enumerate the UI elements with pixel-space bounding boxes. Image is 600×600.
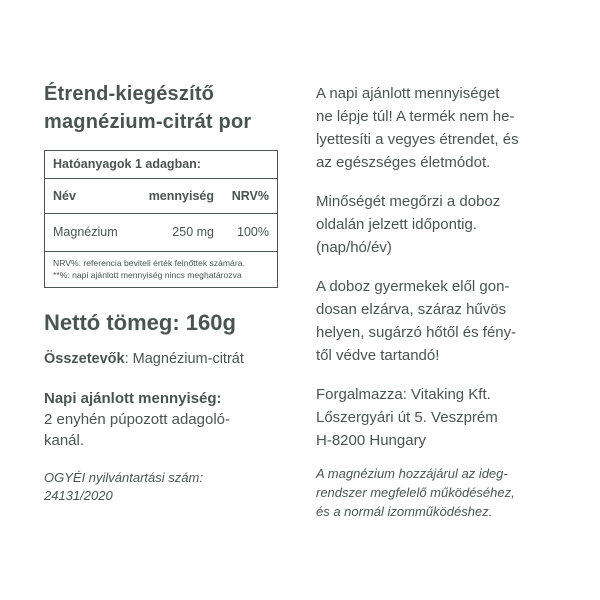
text-line: lyettesíti a vegyes étrendet, és: [316, 131, 519, 148]
row-amount: 250 mg: [172, 225, 214, 239]
text-line: (nap/hó/év): [316, 239, 392, 256]
storage-instructions: [316, 275, 556, 367]
text-line: A napi ajánlott mennyiséget: [316, 85, 500, 102]
text-line: dosan elzárva, száraz hűvös: [316, 301, 507, 318]
product-title: [44, 80, 284, 136]
dose-value: [44, 409, 284, 451]
text-line: A doboz gyermekek elől gon-: [316, 278, 510, 295]
table-heading: Hatóanyagok 1 adagban:: [45, 157, 277, 179]
nutrition-table: [44, 150, 278, 288]
text-line: Minőségét megőrzi a doboz: [316, 193, 501, 210]
registration-number: [44, 469, 284, 505]
text-line: Lőszergyári út 5. Veszprém: [316, 409, 498, 426]
net-weight: Nettó tömeg: 160g: [44, 310, 236, 335]
table-header-row: [45, 179, 277, 214]
text-line: ne lépje túl! A termék nem he-: [316, 108, 515, 125]
ingredients-value: : Magnézium-citrát: [124, 351, 244, 367]
table-note: **%: napi ajánlott mennyiség nincs meghatározva: [53, 269, 242, 280]
row-name: Magnézium: [53, 225, 118, 239]
registration-line: OGYÉI nyilvántartási szám:: [44, 470, 203, 485]
ingredients-label: Összetevők: [44, 351, 125, 367]
text-line: H-8200 Hungary: [316, 432, 427, 449]
dose-line: kanál.: [44, 432, 85, 449]
distributor-info: [316, 383, 556, 452]
text-line: A magnézium hozzájárul az ideg-: [316, 466, 508, 481]
column-header-amount: mennyiség: [148, 189, 214, 203]
dose-line: 2 enyhén púpozott adagoló-: [44, 411, 230, 428]
left-column: [44, 80, 284, 505]
health-claim: [316, 464, 556, 521]
column-header-name: Név: [53, 189, 76, 203]
dosage-warning: [316, 82, 556, 174]
table-notes: [53, 258, 269, 281]
registration-line: 24131/2020: [44, 488, 113, 503]
text-line: és a normál izomműködéshez.: [316, 504, 493, 519]
table-row: [45, 214, 277, 252]
column-header-nrv: NRV%: [231, 189, 269, 203]
text-line: Forgalmazza: Vitaking Kft.: [316, 386, 491, 403]
text-line: től védve tartandó!: [316, 347, 440, 364]
ingredients: [44, 351, 284, 367]
table-note: NRV%: referencia beviteli érték felnőttek számára.: [53, 258, 245, 268]
best-before-note: [316, 190, 556, 259]
text-line: az egészséges életmódot.: [316, 154, 491, 171]
text-line: oldalán jelzett időpontig.: [316, 216, 477, 233]
row-nrv: 100%: [237, 225, 269, 239]
dose-label: Napi ajánlott mennyiség:: [44, 390, 222, 407]
title-line: magnézium-citrát por: [44, 111, 252, 133]
right-column: [316, 82, 556, 521]
text-line: helyen, sugárzó hőtől és fény-: [316, 324, 517, 341]
title-line: Étrend-kiegészítő: [44, 83, 215, 105]
text-line: rendszer megfelelő működéséhez,: [316, 485, 515, 500]
